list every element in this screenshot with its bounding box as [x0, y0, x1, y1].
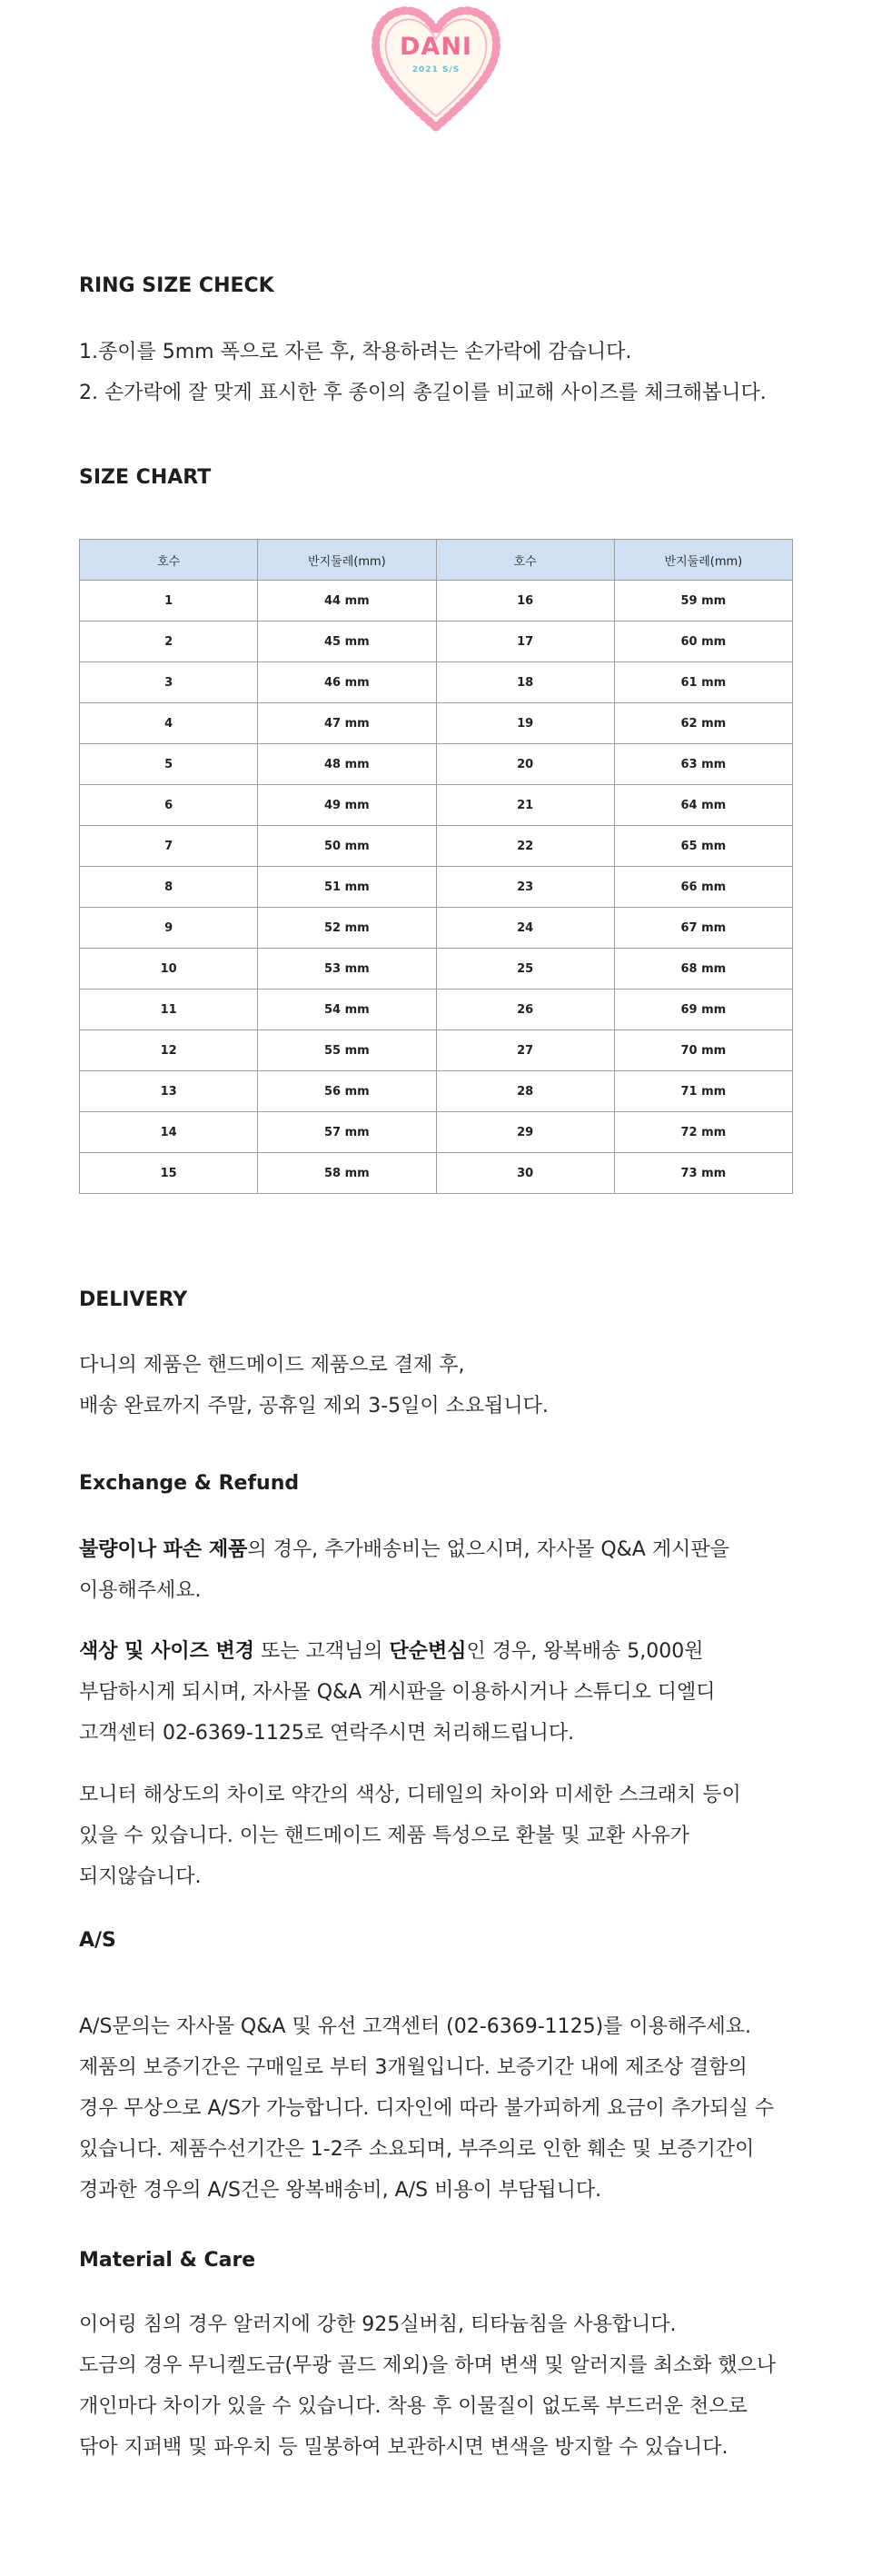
defective-emphasis: 불량이나 파손 제품 [79, 1538, 248, 1561]
color-size-change-emphasis: 색상 및 사이즈 변경 [79, 1640, 254, 1663]
table-row [80, 662, 793, 703]
logo-subtitle: 2021 S/S [411, 65, 461, 75]
column-header-circumference: 반지둘레(mm) [258, 540, 436, 581]
cell-circumference: 59 mm [614, 581, 792, 622]
cell-circumference: 53 mm [258, 949, 436, 990]
ring-size-step-2: 2. 손가락에 잘 맞게 표시한 후 종이의 총길이를 비교해 사이즈를 체크해봅니다. [79, 382, 767, 404]
cell-circumference: 58 mm [258, 1153, 436, 1194]
column-header-number: 호수 [80, 540, 258, 581]
exchange-change-line3: 고객센터 02-6369-1125로 연락주시면 처리해드립니다. [79, 1722, 575, 1745]
material-line: 이어링 침의 경우 알러지에 강한 925실버침, 티타늄침을 사용합니다. [79, 2313, 677, 2336]
cell-circumference: 72 mm [614, 1112, 792, 1153]
table-row [80, 622, 793, 662]
material-line: 개인마다 차이가 있을 수 있습니다. 착용 후 이물질이 없도록 부드러운 천으로 [79, 2395, 748, 2418]
table-row [80, 744, 793, 785]
ring-size-check-heading: RING SIZE CHECK [79, 274, 274, 297]
cell-circumference: 69 mm [614, 990, 792, 1030]
cell-size-number: 22 [436, 826, 614, 867]
cell-size-number: 10 [80, 949, 258, 990]
cell-circumference: 70 mm [614, 1030, 792, 1071]
cell-circumference: 67 mm [614, 908, 792, 949]
cell-size-number: 20 [436, 744, 614, 785]
exchange-defective-line2: 이용해주세요. [79, 1579, 202, 1602]
cell-size-number: 26 [436, 990, 614, 1030]
cell-circumference: 51 mm [258, 867, 436, 908]
cell-size-number: 24 [436, 908, 614, 949]
cell-circumference: 64 mm [614, 785, 792, 826]
as-line: 있습니다. 제품수선기간은 1-2주 소요되며, 부주의로 인한 훼손 및 보증기간이 [79, 2138, 755, 2161]
cell-circumference: 65 mm [614, 826, 792, 867]
table-row [80, 826, 793, 867]
cell-circumference: 62 mm [614, 703, 792, 744]
size-chart-heading: SIZE CHART [79, 466, 212, 489]
exchange-notice-line: 모니터 해상도의 차이로 약간의 색상, 디테일의 차이와 미세한 스크래치 등이 [79, 1784, 741, 1806]
table-row [80, 908, 793, 949]
delivery-line: 배송 완료까지 주말, 공휴일 제외 3-5일이 소요됩니다. [79, 1395, 549, 1417]
cell-circumference: 61 mm [614, 662, 792, 703]
ring-size-check-text [79, 332, 806, 413]
table-row [80, 867, 793, 908]
cell-size-number: 30 [436, 1153, 614, 1194]
cell-circumference: 57 mm [258, 1112, 436, 1153]
exchange-change-text [79, 1631, 806, 1754]
cell-circumference: 50 mm [258, 826, 436, 867]
table-row [80, 1071, 793, 1112]
cell-size-number: 11 [80, 990, 258, 1030]
cell-size-number: 5 [80, 744, 258, 785]
cell-size-number: 27 [436, 1030, 614, 1071]
cell-size-number: 15 [80, 1153, 258, 1194]
cell-size-number: 2 [80, 622, 258, 662]
cell-size-number: 9 [80, 908, 258, 949]
cell-size-number: 14 [80, 1112, 258, 1153]
table-row [80, 1153, 793, 1194]
table-row [80, 949, 793, 990]
cell-size-number: 17 [436, 622, 614, 662]
as-line: A/S문의는 자사몰 Q&A 및 유선 고객센터 (02-6369-1125)를 이용해주세요. [79, 2015, 751, 2038]
cell-circumference: 66 mm [614, 867, 792, 908]
exchange-change-line [79, 1631, 806, 1672]
cell-circumference: 73 mm [614, 1153, 792, 1194]
cell-size-number: 29 [436, 1112, 614, 1153]
material-care-text [79, 2304, 806, 2468]
table-row [80, 1030, 793, 1071]
cell-size-number: 6 [80, 785, 258, 826]
cell-circumference: 49 mm [258, 785, 436, 826]
cell-circumference: 71 mm [614, 1071, 792, 1112]
cell-size-number: 25 [436, 949, 614, 990]
material-line: 도금의 경우 무니켈도금(무광 골드 제외)을 하며 변색 및 알러지를 최소화 했으나 [79, 2354, 777, 2377]
cell-circumference: 54 mm [258, 990, 436, 1030]
cell-circumference: 48 mm [258, 744, 436, 785]
cell-size-number: 12 [80, 1030, 258, 1071]
cell-size-number: 21 [436, 785, 614, 826]
cell-circumference: 68 mm [614, 949, 792, 990]
cell-size-number: 18 [436, 662, 614, 703]
as-heading: A/S [79, 1929, 116, 1952]
logo-title: DANI [400, 33, 472, 61]
delivery-text [79, 1345, 806, 1427]
material-line: 닦아 지퍼백 및 파우치 등 밀봉하여 보관하시면 변색을 방지할 수 있습니다. [79, 2436, 728, 2459]
cell-circumference: 44 mm [258, 581, 436, 622]
as-line: 제품의 보증기간은 구매일로 부터 3개월입니다. 보증기간 내에 제조상 결함의 [79, 2056, 748, 2079]
cell-size-number: 4 [80, 703, 258, 744]
change-rest: 인 경우, 왕복배송 5,000원 [466, 1640, 704, 1663]
cell-size-number: 8 [80, 867, 258, 908]
delivery-line: 다니의 제품은 핸드메이드 제품으로 결제 후, [79, 1354, 465, 1377]
cell-circumference: 47 mm [258, 703, 436, 744]
as-line: 경과한 경우의 A/S건은 왕복배송비, A/S 비용이 부담됩니다. [79, 2179, 602, 2202]
exchange-defective-line [79, 1529, 806, 1570]
material-care-heading: Material & Care [79, 2249, 256, 2272]
cell-size-number: 3 [80, 662, 258, 703]
cell-size-number: 28 [436, 1071, 614, 1112]
table-row [80, 990, 793, 1030]
table-row [80, 1112, 793, 1153]
exchange-defective-text [79, 1529, 806, 1611]
cell-size-number: 13 [80, 1071, 258, 1112]
exchange-notice-line: 있을 수 있습니다. 이는 핸드메이드 제품 특성으로 환불 및 교환 사유가 [79, 1825, 689, 1847]
cell-circumference: 52 mm [258, 908, 436, 949]
exchange-refund-heading: Exchange & Refund [79, 1472, 300, 1495]
cell-size-number: 23 [436, 867, 614, 908]
change-mid: 또는 고객님의 [254, 1640, 390, 1663]
table-row [80, 581, 793, 622]
delivery-heading: DELIVERY [79, 1288, 188, 1311]
exchange-change-line2: 부담하시게 되시며, 자사몰 Q&A 게시판을 이용하시거나 스튜디오 디엘디 [79, 1681, 716, 1704]
exchange-notice-text [79, 1775, 806, 1897]
cell-circumference: 55 mm [258, 1030, 436, 1071]
cell-size-number: 19 [436, 703, 614, 744]
exchange-notice-line: 되지않습니다. [79, 1865, 202, 1888]
cell-circumference: 46 mm [258, 662, 436, 703]
as-text [79, 2006, 806, 2211]
cell-circumference: 56 mm [258, 1071, 436, 1112]
cell-circumference: 63 mm [614, 744, 792, 785]
cell-circumference: 45 mm [258, 622, 436, 662]
table-row [80, 785, 793, 826]
column-header-number: 호수 [436, 540, 614, 581]
size-chart-table [79, 539, 793, 1194]
brand-logo [367, 0, 505, 132]
cell-circumference: 60 mm [614, 622, 792, 662]
simple-change-emphasis: 단순변심 [389, 1640, 467, 1663]
defective-rest: 의 경우, 추가배송비는 없으시며, 자사몰 Q&A 게시판을 [247, 1538, 729, 1561]
cell-size-number: 16 [436, 581, 614, 622]
column-header-circumference: 반지둘레(mm) [614, 540, 792, 581]
cell-size-number: 1 [80, 581, 258, 622]
cell-size-number: 7 [80, 826, 258, 867]
ring-size-step-1: 1.종이를 5mm 폭으로 자른 후, 착용하려는 손가락에 감습니다. [79, 341, 632, 363]
table-header-row [80, 540, 793, 581]
table-row [80, 703, 793, 744]
as-line: 경우 무상으로 A/S가 가능합니다. 디자인에 따라 불가피하게 요금이 추가되실 수 [79, 2097, 775, 2120]
